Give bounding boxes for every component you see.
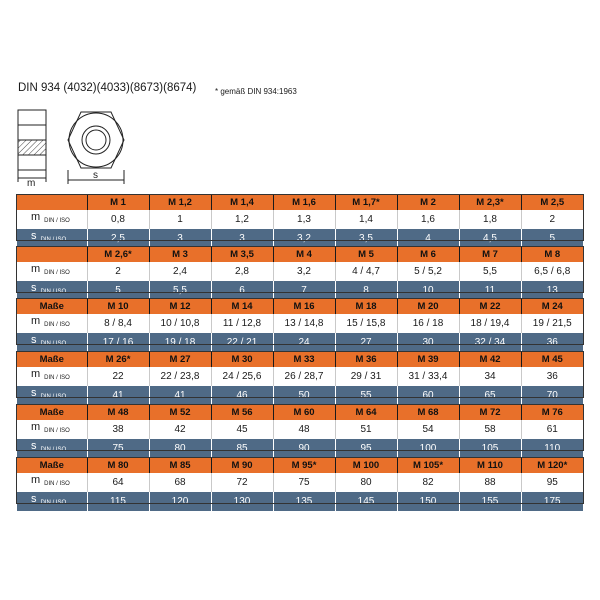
m-value-cell: 61 [521,420,583,439]
thread-size-cell: M 10 [87,299,149,314]
s-value-cell: 75 [87,439,149,458]
s-value-cell: 3,5 [335,229,397,248]
s-value-cell: 55 [335,386,397,405]
m-value-cell: 45 [211,420,273,439]
s-value-cell: 41 [149,386,211,405]
m-value-cell: 11 / 12,8 [211,314,273,333]
s-value-cell: 145 [335,492,397,511]
header-label: Maße [17,299,87,314]
s-value-cell: 95 [335,439,397,458]
thread-size-cell: M 68 [397,405,459,420]
thread-size-cell: M 80 [87,458,149,473]
s-value-cell: 46 [211,386,273,405]
s-value-cell: 60 [397,386,459,405]
thread-size-cell: M 1,4 [211,195,273,210]
s-value-cell: 130 [211,492,273,511]
din-iso-subscript: DIN / ISO [44,375,70,381]
thread-size-cell: M 8 [521,247,583,262]
m-value-cell: 48 [273,420,335,439]
m-value-cell: 36 [521,367,583,386]
m-value-cell: 24 / 25,6 [211,367,273,386]
thread-size-cell: M 6 [397,247,459,262]
thread-size-cell: M 85 [149,458,211,473]
thread-size-cell: M 4 [273,247,335,262]
thread-size-cell: M 7 [459,247,521,262]
s-value-cell: 13 [521,281,583,300]
m-value-cell: 42 [149,420,211,439]
m-value-cell: 2,8 [211,262,273,281]
table-frame [16,298,584,345]
s-value-cell: 150 [397,492,459,511]
m-value-cell: 1,6 [397,210,459,229]
thread-size-cell: M 100 [335,458,397,473]
s-value-cell: 155 [459,492,521,511]
table-frame [16,246,584,293]
m-value-cell: 19 / 21,5 [521,314,583,333]
m-value-cell: 5 / 5,2 [397,262,459,281]
thread-size-cell: M 2,3* [459,195,521,210]
thread-size-cell: M 64 [335,405,397,420]
s-value-cell: 85 [211,439,273,458]
m-value-cell: 68 [149,473,211,492]
s-value-cell: 5 [521,229,583,248]
s-value-cell: 30 [397,333,459,352]
m-value-cell: 34 [459,367,521,386]
din-iso-subscript: DIN / ISO [40,289,67,295]
m-dimension-label: m [27,178,36,189]
s-symbol: s [31,282,37,294]
table-frame [16,457,584,504]
thread-size-cell: M 48 [87,405,149,420]
thread-size-cell: M 105* [397,458,459,473]
s-value-cell: 105 [459,439,521,458]
din-iso-subscript: DIN / ISO [44,481,70,487]
s-value-cell: 22 / 21 [211,333,273,352]
din-iso-subscript: DIN / ISO [40,394,67,400]
m-value-cell: 75 [273,473,335,492]
thread-size-cell: M 18 [335,299,397,314]
thread-size-cell: M 3,5 [211,247,273,262]
thread-size-cell: M 20 [397,299,459,314]
m-value-cell: 3,2 [273,262,335,281]
s-value-cell: 110 [521,439,583,458]
s-value-cell: 4,5 [459,229,521,248]
thread-size-cell: M 56 [211,405,273,420]
thread-size-cell: M 1,6 [273,195,335,210]
s-value-cell: 3 [149,229,211,248]
m-value-cell: 80 [335,473,397,492]
m-value-cell: 1,3 [273,210,335,229]
thread-size-cell: M 16 [273,299,335,314]
m-value-cell: 72 [211,473,273,492]
m-value-cell: 88 [459,473,521,492]
m-value-cell: 82 [397,473,459,492]
thread-size-cell: M 45 [521,352,583,367]
s-value-cell: 36 [521,333,583,352]
s-value-cell: 80 [149,439,211,458]
s-symbol: s [31,230,37,242]
s-value-cell: 32 / 34 [459,333,521,352]
s-value-cell: 5 [87,281,149,300]
s-value-cell: 17 / 16 [87,333,149,352]
thread-size-cell: M 2,5 [521,195,583,210]
thread-size-cell: M 72 [459,405,521,420]
s-value-cell: 115 [87,492,149,511]
table-frame [16,194,584,241]
m-value-cell: 95 [521,473,583,492]
din-iso-subscript: DIN / ISO [44,322,70,328]
m-value-cell: 6,5 / 6,8 [521,262,583,281]
nut-drawing [15,100,145,192]
m-value-cell: 2 [521,210,583,229]
thread-size-cell: M 27 [149,352,211,367]
s-dimension-label: s [93,170,98,181]
s-symbol: s [31,334,37,346]
thread-size-cell: M 2,6* [87,247,149,262]
m-value-cell: 51 [335,420,397,439]
s-value-cell: 24 [273,333,335,352]
header-label: Maße [17,405,87,420]
thread-size-cell: M 90 [211,458,273,473]
m-value-cell: 18 / 19,4 [459,314,521,333]
din-iso-subscript: DIN / ISO [44,428,70,434]
s-value-cell: 11 [459,281,521,300]
m-value-cell: 2 [87,262,149,281]
thread-size-cell: M 52 [149,405,211,420]
s-value-cell: 5,5 [149,281,211,300]
thread-size-cell: M 36 [335,352,397,367]
m-value-cell: 22 / 23,8 [149,367,211,386]
s-value-cell: 50 [273,386,335,405]
m-value-cell: 1 [149,210,211,229]
header-label: Maße [17,458,87,473]
s-value-cell: 90 [273,439,335,458]
thread-size-cell: M 120* [521,458,583,473]
m-symbol: m [31,474,41,486]
s-value-cell: 3,2 [273,229,335,248]
m-value-cell: 1,8 [459,210,521,229]
din-iso-subscript: DIN / ISO [40,447,67,453]
thread-size-cell: M 33 [273,352,335,367]
s-value-cell: 65 [459,386,521,405]
m-value-cell: 58 [459,420,521,439]
thread-size-cell: M 22 [459,299,521,314]
thread-size-cell: M 1,2 [149,195,211,210]
thread-size-cell: M 110 [459,458,521,473]
thread-size-cell: M 5 [335,247,397,262]
m-symbol: m [31,315,41,327]
s-value-cell: 135 [273,492,335,511]
thread-size-cell: M 30 [211,352,273,367]
m-value-cell: 38 [87,420,149,439]
m-value-cell: 64 [87,473,149,492]
thread-size-cell: M 24 [521,299,583,314]
m-value-cell: 29 / 31 [335,367,397,386]
s-value-cell: 27 [335,333,397,352]
thread-size-cell: M 2 [397,195,459,210]
m-value-cell: 54 [397,420,459,439]
s-value-cell: 2,5 [87,229,149,248]
s-value-cell: 120 [149,492,211,511]
m-value-cell: 13 / 14,8 [273,314,335,333]
s-value-cell: 4 [397,229,459,248]
thread-size-cell: M 95* [273,458,335,473]
page-title: DIN 934 (4032)(4033)(8673)(8674) [18,82,197,94]
m-value-cell: 1,4 [335,210,397,229]
s-value-cell: 10 [397,281,459,300]
din-iso-subscript: DIN / ISO [40,500,67,506]
s-symbol: s [31,493,37,505]
thread-size-cell: M 1,7* [335,195,397,210]
thread-size-cell: M 14 [211,299,273,314]
din-iso-subscript: DIN / ISO [44,270,70,276]
m-value-cell: 16 / 18 [397,314,459,333]
thread-size-cell: M 26* [87,352,149,367]
footnote: * gemäß DIN 934:1963 [215,87,297,96]
m-value-cell: 8 / 8,4 [87,314,149,333]
thread-size-cell: M 42 [459,352,521,367]
m-symbol: m [31,421,41,433]
thread-size-cell: M 76 [521,405,583,420]
thread-size-cell: M 3 [149,247,211,262]
table-frame [16,404,584,451]
m-value-cell: 15 / 15,8 [335,314,397,333]
din-iso-subscript: DIN / ISO [44,218,70,224]
din-iso-subscript: DIN / ISO [40,237,67,243]
thread-size-cell: M 60 [273,405,335,420]
s-value-cell: 3 [211,229,273,248]
m-value-cell: 26 / 28,7 [273,367,335,386]
s-symbol: s [31,440,37,452]
m-value-cell: 2,4 [149,262,211,281]
m-symbol: m [31,263,41,275]
thread-size-cell: M 12 [149,299,211,314]
m-value-cell: 5,5 [459,262,521,281]
m-value-cell: 10 / 10,8 [149,314,211,333]
m-symbol: m [31,368,41,380]
s-symbol: s [31,387,37,399]
s-value-cell: 100 [397,439,459,458]
thread-size-cell: M 39 [397,352,459,367]
s-value-cell: 19 / 18 [149,333,211,352]
nut-side-view [18,110,46,182]
s-value-cell: 7 [273,281,335,300]
thread-size-cell: M 1 [87,195,149,210]
m-value-cell: 4 / 4,7 [335,262,397,281]
m-symbol: m [31,211,41,223]
table-frame [16,351,584,398]
m-value-cell: 1,2 [211,210,273,229]
s-value-cell: 6 [211,281,273,300]
din-iso-subscript: DIN / ISO [40,341,67,347]
s-value-cell: 41 [87,386,149,405]
m-value-cell: 22 [87,367,149,386]
s-value-cell: 70 [521,386,583,405]
m-value-cell: 31 / 33,4 [397,367,459,386]
s-value-cell: 8 [335,281,397,300]
m-value-cell: 0,8 [87,210,149,229]
header-label: Maße [17,352,87,367]
s-value-cell: 175 [521,492,583,511]
